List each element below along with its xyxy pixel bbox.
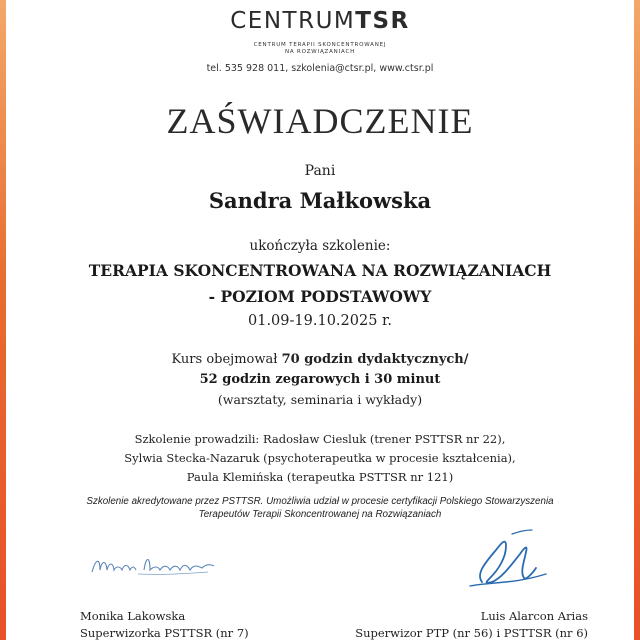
course-title-line2: - POZIOM PODSTAWOWY: [208, 287, 432, 306]
hours-clock: 52 godzin zegarowych i 30 minut: [199, 372, 441, 387]
signer-left-role: Superwizorka PSTTSR (nr 7): [80, 626, 249, 640]
course-title-line1: TERAPIA SKONCENTROWANA NA ROZWIĄZANIACH: [88, 261, 552, 280]
signer-left: [80, 608, 249, 642]
course-dates: 01.09-19.10.2025 r.: [248, 313, 392, 329]
trainers-block: [0, 430, 640, 487]
signature-right-image: [462, 524, 552, 594]
hours-prefix: Kurs obejmował: [171, 352, 282, 367]
completed-text: ukończyła szkolenie:: [249, 238, 391, 254]
trainers-line2: Sylwia Stecka-Nazaruk (psychoterapeutka w procesie kształcenia),: [124, 451, 516, 465]
accreditation-note: [0, 495, 640, 521]
recipient-name: Sandra Małkowska: [208, 188, 432, 213]
signature-left-image: [88, 544, 218, 584]
accreditation-line2: Terapeutów Terapii Skoncentrowanej na Rozwiązaniach: [198, 509, 442, 520]
signer-right-name: Luis Alarcon Arias: [480, 609, 588, 623]
signer-left-name: Monika Lakowska: [80, 609, 186, 623]
signer-right: [355, 608, 588, 642]
salutation: Pani: [304, 163, 336, 179]
trainers-line1: Szkolenie prowadzili: Radosław Ciesluk (trener PSTTSR nr 22),: [134, 432, 506, 446]
signer-right-role: Superwizor PTP (nr 56) i PSTTSR (nr 6): [355, 626, 588, 640]
accreditation-line1: Szkolenie akredytowane przez PSTTSR. Umożliwia udział w procesie certyfikacji Polskiego Stowarzyszenia: [86, 496, 554, 507]
trainers-line3: Paula Klemińska (terapeutka PSTTSR nr 121): [186, 470, 454, 484]
logo-subtitle-line1: CENTRUM TERAPII SKONCENTROWANEJ: [253, 42, 387, 48]
hours-forms: (warsztaty, seminaria i wykłady): [217, 392, 423, 407]
logo-bold-text: TSR: [355, 8, 410, 34]
logo-subtitle-line2: NA ROZWIĄZANIACH: [284, 49, 356, 55]
logo-subtitle: [0, 42, 640, 56]
logo-light-text: CENTRUM: [230, 8, 356, 34]
certificate-title: ZAŚWIADCZENIE: [166, 101, 474, 141]
contact-info: tel. 535 928 011, szkolenia@ctsr.pl, www.ctsr.pl: [206, 63, 434, 74]
hours-didactic: 70 godzin dydaktycznych/: [281, 352, 469, 367]
hours-line1: [0, 352, 640, 367]
logo: [0, 8, 640, 34]
